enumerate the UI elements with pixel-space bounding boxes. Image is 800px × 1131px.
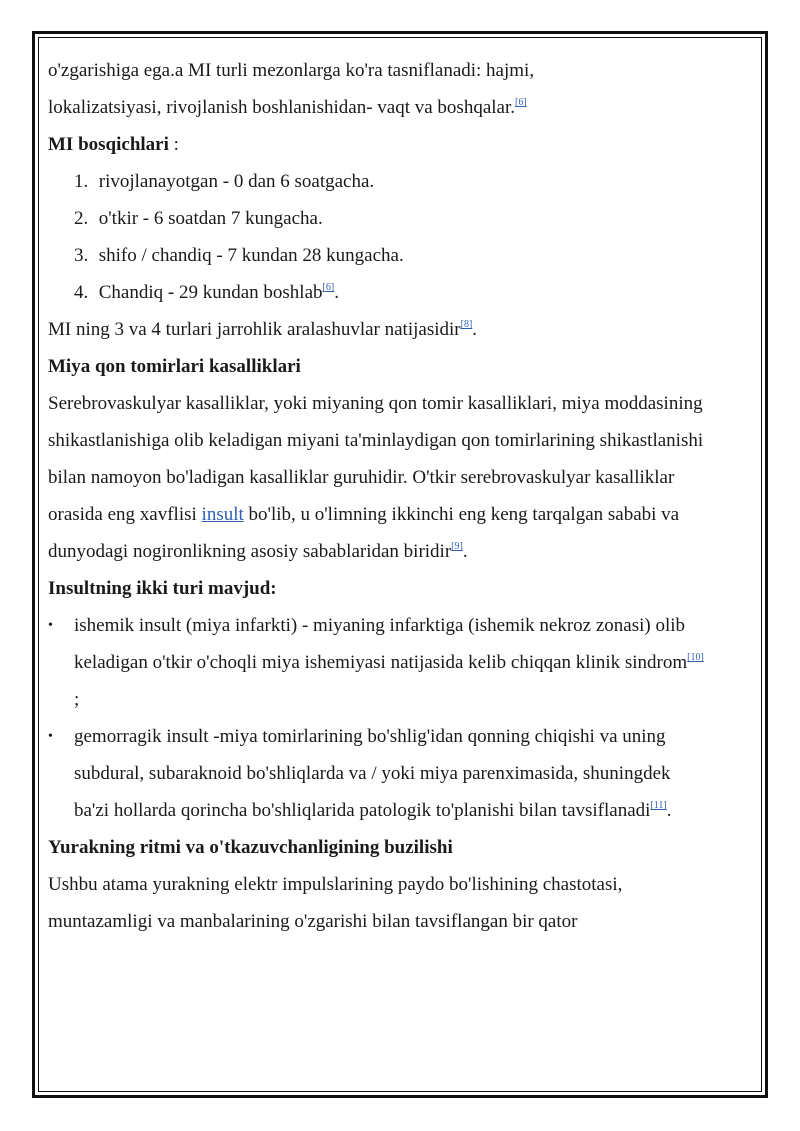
list-item-text: shifo / chandiq - 7 kundan 28 kungacha. xyxy=(98,245,404,266)
heading-cerebrovascular xyxy=(48,348,708,385)
footnote-ref[interactable]: [8] xyxy=(460,319,473,330)
list-item-tail: . xyxy=(334,282,339,303)
mi-types-tail: . xyxy=(472,319,478,340)
stroke-types-list xyxy=(48,607,708,829)
heading-heart-rhythm xyxy=(48,829,708,866)
list-item-text: rivojlanayotgan - 0 dan 6 soatgacha. xyxy=(98,171,375,192)
list-item xyxy=(48,607,708,718)
paragraph-mi-types xyxy=(48,311,708,348)
stages-list xyxy=(48,163,708,311)
list-item xyxy=(48,163,708,200)
bullet-icon: • xyxy=(48,729,53,744)
paragraph-cerebrovascular xyxy=(48,385,708,570)
cerebrovascular-text-2: bo'lib, u o'limning ikkinchi eng keng tarqalgan sababi va dunyodagi nogironlikning asosiy sabablaridan biridir xyxy=(48,504,680,562)
footnote-ref[interactable]: [6] xyxy=(515,97,527,108)
list-item xyxy=(48,200,708,237)
list-number: 3. xyxy=(74,245,89,266)
list-item-text: ishemik insult (miya infarkti) - miyaning infarktiga (ishemik nekroz zonasi) olib keladigan o'tkir o'choqli miya ishemiyasi natijasida kelib chiqqan klinik sindrom xyxy=(74,615,688,673)
list-item-text: Chandiq - 29 kundan boshlab xyxy=(98,282,323,303)
insult-link[interactable]: insult xyxy=(201,504,244,525)
list-item xyxy=(48,274,708,311)
mi-types-text: MI ning 3 va 4 turlari jarrohlik aralashuvlar natijasidir xyxy=(48,319,461,340)
footnote-ref[interactable]: [6] xyxy=(322,282,335,293)
intro-line-2: lokalizatsiyasi, rivojlanish boshlanishidan- vaqt va boshqalar. xyxy=(48,97,515,118)
stages-heading-line xyxy=(48,126,708,163)
list-number: 2. xyxy=(74,208,89,229)
list-item-tail: ; xyxy=(74,689,80,710)
heart-rhythm-text: Ushbu atama yurakning elektr impulslarining paydo bo'lishining chastotasi, muntazamligi va manbalarining o'zgarishi bilan tavsiflangan bir qator xyxy=(48,874,623,932)
stages-heading: MI bosqichlari xyxy=(48,134,169,155)
list-number: 1. xyxy=(74,171,89,192)
intro-line-1: o'zgarishiga ega.a MI turli mezonlarga ko'ra tasniflanadi: hajmi, xyxy=(48,60,535,81)
paragraph-heart-rhythm xyxy=(48,866,708,940)
section-heading: Insultning ikki turi mavjud: xyxy=(48,578,277,599)
footnote-ref[interactable]: [10] xyxy=(687,652,704,663)
cerebrovascular-text-1: Serebrovaskulyar kasalliklar, yoki miyaning qon tomir kasalliklari, miya moddasining shikastlanishiga olib keladigan miyani ta'minlaydigan qon tomirlarining shikastlanishi bilan namoyon bo'ladigan kasalliklar guruhidir. O'tkir serebrovaskulyar kasalliklar orasida eng xavflisi xyxy=(48,393,704,525)
footnote-ref[interactable]: [11] xyxy=(650,800,667,811)
footnote-ref[interactable]: [9] xyxy=(451,541,463,552)
list-number: 4. xyxy=(74,282,89,303)
list-item-tail: . xyxy=(666,800,672,821)
cerebrovascular-tail: . xyxy=(462,541,468,562)
list-item xyxy=(48,237,708,274)
heading-stroke-types xyxy=(48,570,708,607)
section-heading: Miya qon tomirlari kasalliklari xyxy=(48,356,301,377)
list-item xyxy=(48,718,708,829)
section-heading: Yurakning ritmi va o'tkazuvchanligining buzilishi xyxy=(48,837,453,858)
stages-heading-colon: : xyxy=(168,134,179,155)
list-item-text: gemorragik insult -miya tomirlarining bo'shlig'idan qonning chiqishi va uning subdural, subaraknoid bo'shliqlarda va / yoki miya parenximasida, shuningdek ba'zi hollarda qorincha bo'shliqlarida patologik to'planishi bilan tavsiflanadi xyxy=(74,726,671,821)
document-body xyxy=(48,52,708,940)
list-item-text: o'tkir - 6 soatdan 7 kungacha. xyxy=(98,208,323,229)
paragraph-intro xyxy=(48,52,708,126)
bullet-icon: • xyxy=(48,618,53,633)
